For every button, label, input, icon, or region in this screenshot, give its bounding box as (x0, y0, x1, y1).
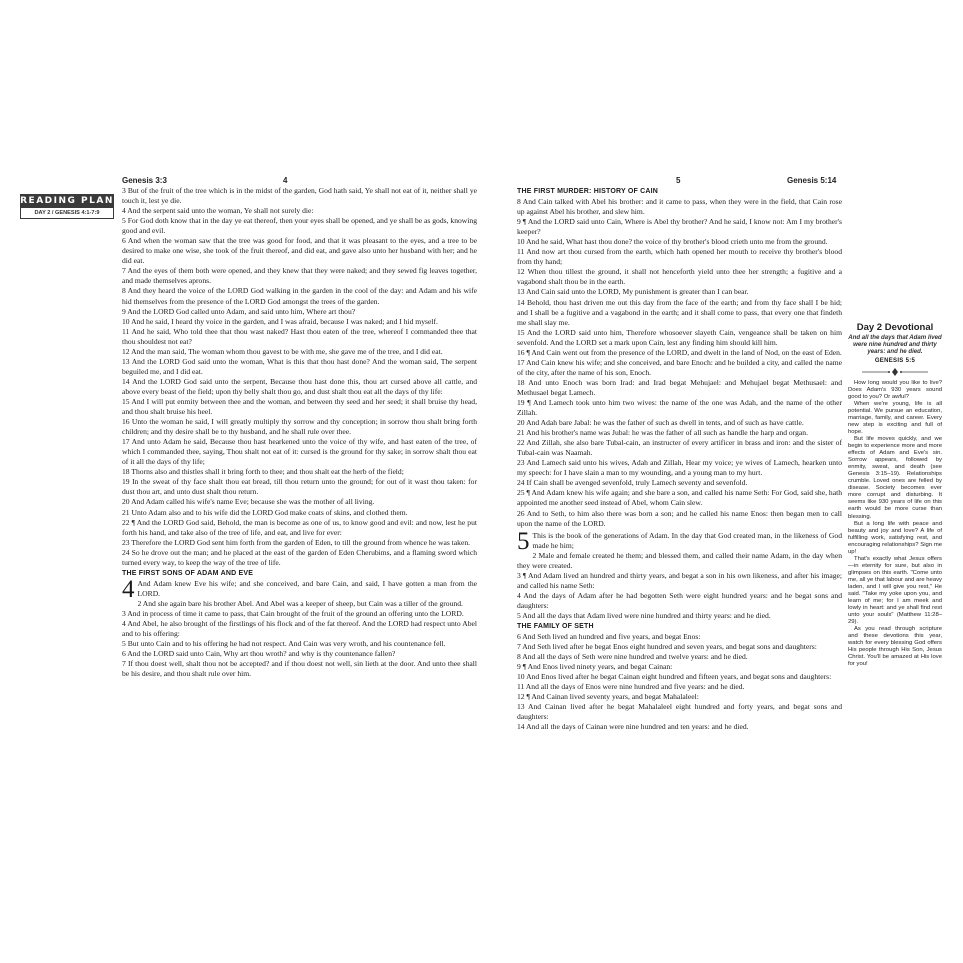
verse: 9 And the LORD God called unto Adam, and said unto him, Where art thou? (122, 306, 356, 316)
verse: 19 ¶ And Lamech took unto him two wives: the name of the one was Adah, and the name of the other Zillah. (517, 397, 842, 418)
verse: 6 And Seth lived an hundred and five years, and begat Enos: (517, 632, 701, 642)
verse: 6 And when the woman saw that the tree was good for food, and that it was pleasant to the eyes, and a tree to be desired to make one wise, she took of the fruit thereof, and did eat, and gave also unto her husband with her; and he did eat. (122, 236, 477, 266)
verse: 2 Male and female created he them; and blessed them, and called their name Adam, in the day when they were created. (517, 550, 842, 570)
running-head-left: Genesis 3:3 (122, 176, 167, 185)
verse: 26 And to Seth, to him also there was born a son; and he called his name Enos: then began men to call upon the name of the LORD. (517, 508, 842, 528)
verse: 14 Behold, thou hast driven me out this day from the face of the earth; and from thy face shall I be hid; and I shall be a fugitive and a vagabond in the earth; and it shall come to pass, that every one that findeth me shall slay me. (517, 297, 842, 327)
verse: 3 But of the fruit of the tree which is in the midst of the garden, God hath said, Ye shall not eat of it, neither shall ye touch it, lest ye die. (122, 186, 477, 206)
verse: 21 Unto Adam also and to his wife did the LORD God make coats of skins, and clothed them. (122, 507, 408, 517)
verse: 24 If Cain shall be avenged sevenfold, truly Lamech seventy and sevenfold. (517, 478, 748, 488)
verse: 15 And the LORD said unto him, Therefore whosoever slayeth Cain, vengeance shall be taken on him sevenfold. And the LORD set a mark upon Cain, lest any finding him should kill him. (517, 327, 842, 347)
chapter-5-block (517, 527, 842, 621)
verse: 17 And Cain knew his wife; and she conceived, and bare Enoch: and he builded a city, and called the name of the city, after the name of his son, Enoch. (517, 357, 842, 377)
verse: 7 And Seth lived after he begat Enos eight hundred and seven years, and begat sons and daughters: (517, 642, 817, 652)
chapter-number-5: 5 (517, 527, 530, 555)
verse: 12 ¶ And Cainan lived seventy years, and begat Mahalaleel: (517, 692, 699, 702)
verse: 11 And all the days of Enos were nine hundred and five years: and he died. (517, 682, 745, 692)
verse: 17 And unto Adam he said, Because thou hast hearkened unto the voice of thy wife, and hast eaten of the tree, of which I commanded thee, saying, Thou shalt not eat of it: cursed is the ground for thy sake; in sorrow shalt thou eat of it all the days of thy life; (122, 437, 477, 467)
verse: 9 ¶ And the LORD said unto Cain, Where is Abel thy brother? And he said, I know not: Am I my brother's keeper? (517, 217, 842, 237)
devotional-body (848, 380, 942, 669)
devotional-paragraph: But a long life with peace and beauty and joy and love? A life of fulfilling work, satisfying rest, and encouraging relationships? Sign me up! (848, 520, 942, 555)
verse: 5 For God doth know that in the day ye eat thereof, then your eyes shall be opened, and ye shall be as gods, knowing good and evil. (122, 216, 477, 236)
devotional-quote: And all the days that Adam lived were nine hundred and thirty years: and he died. (848, 334, 942, 356)
verse: 23 And Lamech said unto his wives, Adah and Zillah, Hear my voice; ye wives of Lamech, hearken unto my speech: for I have slain a man to my wounding, and a young man to my hurt. (517, 458, 842, 478)
verse: 6 And the LORD said unto Cain, Why art thou wroth? and why is thy countenance fallen? (122, 649, 396, 659)
genesis-5-verses (517, 527, 842, 621)
verse: 12 When thou tillest the ground, it shall not henceforth yield unto thee her strength; a fugitive and a vagabond shalt thou be in the earth. (517, 267, 842, 287)
verse: 24 So he drove out the man; and he placed at the east of the garden of Eden Cherubims, and a flaming sword which turned every way, to keep the way of the tree of life. (122, 547, 477, 567)
verse: 14 And all the days of Cainan were nine hundred and ten years: and he died. (517, 722, 749, 732)
devotional-paragraph: How long would you like to live? Does Adam's 930 years sound good to you? Or awful? (848, 379, 942, 400)
verse: 20 And Adah bare Jabal: he was the father of such as dwell in tents, and of such as have cattle. (517, 418, 804, 428)
left-text-column (122, 186, 477, 806)
chapter-number-4: 4 (122, 575, 135, 603)
verse: 19 In the sweat of thy face shalt thou eat bread, till thou return unto the ground; for out of it wast thou taken: for dust thou art, and unto dust shalt thou return. (122, 477, 477, 497)
page-number-left: 4 (283, 176, 288, 185)
section-heading-first-murder: THE FIRST MURDER: HISTORY OF CAIN (517, 188, 659, 195)
ornament-divider-icon (860, 368, 930, 376)
verse: 10 And he said, What hast thou done? the voice of thy brother's blood crieth unto me from the ground. (517, 237, 828, 247)
verse: 25 ¶ And Adam knew his wife again; and she bare a son, and called his name Seth: For God, said she, hath appointed me another seed instead of Abel, whom Cain slew. (517, 488, 842, 508)
devotional-paragraph: But life moves quickly, and we begin to experience more and more effects of Adam and Eve's sin. Sorrow appears, followed by enmity, sweat, and death (see Genesis 3:15–19). Relationships crumble. Loved ones are felled by disease. Society becomes ever more corrupt and disturbing. It seems like 930 years of life on this earth would be more curse than blessing. (848, 435, 942, 520)
verse: 16 ¶ And Cain went out from the presence of the LORD, and dwelt in the land of Nod, on the east of Eden. (517, 347, 842, 357)
devotional-paragraph: That's exactly what Jesus offers—in eternity for sure, but also in glimpses on this earth. "Come unto me, all ye that labour and are heavy laden, and I will give you rest," He said. "Take my yoke upon you, and learn of me; for I am meek and lowly in heart: and ye shall find rest unto your souls" (Matthew 11:28–29). (848, 555, 942, 626)
verse: 13 And the LORD God said unto the woman, What is this that thou hast done? And the woman said, The serpent beguiled me, and I did eat. (122, 356, 477, 376)
genesis-4-verses (122, 575, 477, 679)
verse: 7 And the eyes of them both were opened, and they knew that they were naked; and they sewed fig leaves together, and made themselves aprons. (122, 266, 477, 286)
verse: 21 And his brother's name was Jubal: he was the father of all such as handle the harp and organ. (517, 428, 808, 438)
reading-plan-title: READING PLAN (20, 196, 114, 206)
verse: 3 And in process of time it came to pass, that Cain brought of the fruit of the ground an offering unto the LORD. (122, 608, 464, 618)
verse: 4 And the days of Adam after he had begotten Seth were eight hundred years: and he begat sons and daughters: (517, 590, 842, 610)
verse: 23 Therefore the LORD God sent him forth from the garden of Eden, to till the ground from whence he was taken. (122, 537, 471, 547)
verse: 15 And I will put enmity between thee and the woman, and between thy seed and her seed; it shall bruise thy head, and thou shalt bruise his heel. (122, 396, 477, 417)
verse: 5 But unto Cain and to his offering he had not respect. And Cain was very wroth, and his countenance fell. (122, 639, 446, 649)
verse: 22 ¶ And the LORD God said, Behold, the man is become as one of us, to know good and evil: and now, lest he put forth his hand, and take also of the tree of life, and eat, and live for ever: (122, 517, 477, 537)
verse: 4 And Abel, he also brought of the firstlings of his flock and of the fat thereof. And the LORD had respect unto Abel and to his offering: (122, 619, 477, 639)
verse: 8 And Cain talked with Abel his brother: and it came to pass, when they were in the field, that Cain rose up against Abel his brother, and slew him. (517, 197, 842, 217)
right-text-column (517, 186, 842, 811)
verse: This is the book of the generations of Adam. In the day that God created man, in the likeness of God made he him; (532, 530, 842, 550)
verse: 12 And the man said, The woman whom thou gavest to be with me, she gave me of the tree, and I did eat. (122, 346, 443, 356)
section-heading-family-seth: THE FAMILY OF SETH (517, 623, 594, 631)
verse: 10 And he said, I heard thy voice in the garden, and I was afraid, because I was naked; and I hid myself. (122, 316, 438, 326)
reading-plan-subtitle: DAY 2 / GENESIS 4:1-7:9 (20, 208, 114, 219)
verse: 13 And Cainan lived after he begat Mahalaleel eight hundred and forty years, and begat sons and daughters: (517, 702, 842, 722)
verse: 11 And now art thou cursed from the earth, which hath opened her mouth to receive thy brother's blood from thy hand; (517, 247, 842, 267)
genesis-5-seth-verses (517, 632, 842, 732)
devotional-paragraph: As you read through scripture and these devotions this year, watch for every blessing God offers His people through His Son, Jesus Christ. You'll be amazed at His love for you! (848, 626, 942, 668)
verse: 14 And the LORD God said unto the serpent, Because thou hast done this, thou art cursed above all cattle, and above every beast of the field; upon thy belly shalt thou go, and dust shalt thou eat all the days of thy life: (122, 376, 477, 396)
verse: 8 And they heard the voice of the LORD God walking in the garden in the cool of the day: and Adam and his wife hid themselves from the presence of the LORD God amongst the trees of the garden. (122, 286, 477, 306)
verse: 3 ¶ And Adam lived an hundred and thirty years, and begat a son in his own likeness, and after his image; and called his name Seth: (517, 570, 842, 590)
devotional-reference: GENESIS 5:5 (874, 357, 916, 364)
verse: 18 And unto Enoch was born Irad: and Irad begat Mehujael: and Mehujael begat Methusael: and Methusael begat Lamech. (517, 377, 842, 397)
section-heading-first-sons: THE FIRST SONS OF ADAM AND EVE (122, 569, 254, 577)
verse: 18 Thorns also and thistles shall it bring forth to thee; and thou shalt eat the herb of the field; (122, 467, 404, 477)
verse: 9 ¶ And Enos lived ninety years, and begat Cainan: (517, 662, 673, 672)
verse: 13 And Cain said unto the LORD, My punishment is greater than I can bear. (517, 287, 749, 297)
running-head-right: Genesis 5:14 (787, 176, 837, 185)
reading-plan-box (20, 194, 114, 219)
devotional-title: Day 2 Devotional (856, 322, 934, 333)
genesis-3-verses (122, 186, 477, 568)
verse: 22 And Zillah, she also bare Tubal-cain, an instructer of every artificer in brass and iron: and the sister of Tubal-cain was Naamah. (517, 438, 842, 458)
verse: 7 If thou doest well, shalt thou not be accepted? and if thou doest not well, sin lieth at the door. And unto thee shall be his desire, and thou shalt rule over him. (122, 659, 477, 679)
verse: 16 Unto the woman he said, I will greatly multiply thy sorrow and thy conception; in sorrow thou shalt bring forth children; and thy desire shall be to thy husband, and he shall rule over thee. (122, 417, 477, 437)
verse: 4 And the serpent said unto the woman, Ye shall not surely die: (122, 206, 314, 216)
verse: 8 And all the days of Seth were nine hundred and twelve years: and he died. (517, 652, 748, 662)
page-number-right: 5 (676, 176, 681, 185)
verse: 2 And she again bare his brother Abel. And Abel was a keeper of sheep, but Cain was a tiller of the ground. (137, 598, 463, 608)
verse: 10 And Enos lived after he begat Cainan eight hundred and fifteen years, and begat sons and daughters: (517, 672, 832, 682)
verse: And Adam knew Eve his wife; and she conceived, and bare Cain, and said, I have gotten a man from the LORD. (137, 578, 477, 598)
chapter-4-block (122, 575, 477, 679)
genesis-4-later-verses (517, 197, 842, 529)
devotional-paragraph: When we're young, life is all potential. We pursue an education, marriage, family, and career. Every new step is exciting and full of hope. (848, 400, 942, 435)
devotional-sidebar (848, 322, 942, 669)
verse: 20 And Adam called his wife's name Eve; because she was the mother of all living. (122, 497, 375, 507)
verse: 11 And he said, Who told thee that thou wast naked? Hast thou eaten of the tree, whereof I commanded thee that thou shouldest not eat? (122, 326, 477, 346)
verse: 5 And all the days that Adam lived were nine hundred and thirty years: and he died. (517, 610, 771, 620)
